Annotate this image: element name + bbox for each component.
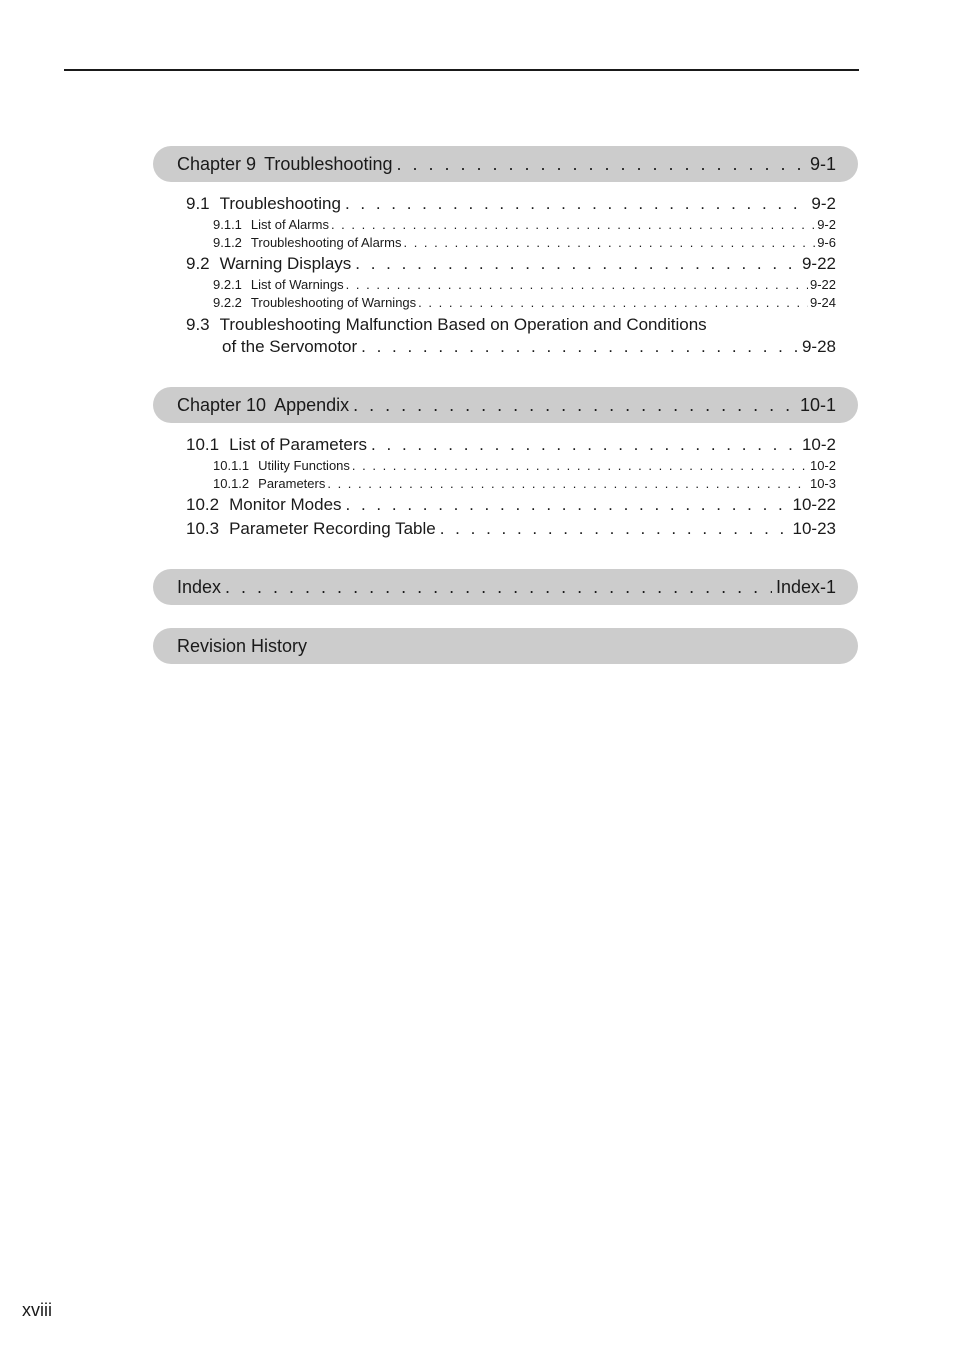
section-number: 9.3	[186, 315, 210, 334]
toc-section-10-1[interactable]	[153, 433, 858, 457]
subsection-page: 9-2	[817, 217, 836, 232]
dot-leader	[352, 457, 808, 475]
dot-leader	[361, 335, 798, 359]
subsection-number: 9.2.2	[213, 295, 242, 310]
dot-leader	[346, 493, 789, 517]
index-page: Index-1	[775, 576, 836, 597]
subsection-number: 9.2.1	[213, 277, 242, 292]
toc-subsection-9-2-2[interactable]	[153, 294, 858, 312]
toc-section-10-3[interactable]	[153, 517, 858, 541]
dot-leader	[418, 294, 808, 312]
subsection-title: Utility Functions	[258, 458, 350, 473]
dot-leader	[440, 517, 789, 541]
chapter-number: Chapter 10	[177, 394, 267, 415]
chapter-page: 9-1	[809, 153, 836, 174]
subsection-page: 10-2	[809, 458, 836, 473]
subsection-number: 9.1.1	[213, 217, 242, 232]
toc-subsection-9-1-1[interactable]	[153, 216, 858, 234]
section-number: 10.2	[186, 495, 220, 514]
chapter-title: Troubleshooting	[264, 153, 393, 174]
subsection-page: 10-3	[809, 476, 836, 491]
toc-index[interactable]	[153, 569, 858, 605]
dot-leader	[396, 154, 806, 175]
section-page: 9-22	[801, 254, 836, 273]
revision-history-title: Revision History	[177, 635, 308, 656]
section-title-line-2	[186, 335, 836, 359]
dot-leader	[353, 395, 796, 416]
section-page: 10-2	[801, 435, 836, 454]
section-page: 10-22	[792, 495, 836, 514]
index-title: Index	[177, 576, 222, 597]
toc-revision-history[interactable]	[153, 628, 858, 664]
dot-leader	[225, 577, 772, 598]
index-line	[177, 577, 836, 598]
section-number: 10.1	[186, 435, 220, 454]
chapter-10-line	[177, 395, 836, 416]
section-title: Monitor Modes	[229, 495, 342, 514]
section-title: Warning Displays	[219, 254, 352, 273]
subsection-page: 9-6	[817, 235, 836, 250]
subsection-number: 9.1.2	[213, 235, 242, 250]
section-title: Parameter Recording Table	[229, 519, 436, 538]
toc-subsection-9-2-1[interactable]	[153, 276, 858, 294]
section-title-line-1	[186, 314, 836, 335]
dot-leader	[355, 252, 798, 276]
header-rule	[64, 69, 859, 71]
toc-subsection-10-1-2[interactable]	[153, 475, 858, 493]
toc-chapter-10[interactable]	[153, 387, 858, 423]
toc-section-9-1[interactable]	[153, 192, 858, 216]
subsection-page: 9-24	[809, 295, 836, 310]
section-page: 9-28	[801, 337, 836, 356]
subsection-number: 10.1.1	[213, 458, 250, 473]
subsection-page: 9-22	[809, 277, 836, 292]
dot-leader	[371, 433, 798, 457]
chapter-9-line	[177, 154, 836, 175]
dot-leader	[346, 276, 808, 294]
toc-subsection-9-1-2[interactable]	[153, 234, 858, 252]
chapter-title: Appendix	[274, 394, 350, 415]
subsection-title: Troubleshooting of Alarms	[250, 235, 402, 250]
dot-leader	[345, 192, 807, 216]
section-title: Troubleshooting	[219, 194, 341, 213]
subsection-title: Troubleshooting of Warnings	[250, 295, 417, 310]
section-number: 9.2	[186, 254, 210, 273]
page-number: xviii	[22, 1300, 52, 1320]
table-of-contents	[153, 146, 858, 664]
dot-leader	[331, 216, 815, 234]
chapter-page: 10-1	[799, 394, 836, 415]
section-page: 10-23	[792, 519, 836, 538]
subsection-number: 10.1.2	[213, 476, 250, 491]
chapter-number: Chapter 9	[177, 153, 257, 174]
toc-section-9-3[interactable]	[153, 314, 858, 359]
toc-section-10-2[interactable]	[153, 493, 858, 517]
subsection-title: List of Warnings	[250, 277, 344, 292]
section-page: 9-2	[811, 194, 836, 213]
section-title: Troubleshooting Malfunction Based on Operation and Conditions	[219, 315, 707, 334]
dot-leader	[327, 475, 808, 493]
toc-section-9-2[interactable]	[153, 252, 858, 276]
section-title-continued: of the Servomotor	[222, 337, 358, 356]
toc-subsection-10-1-1[interactable]	[153, 457, 858, 475]
section-number: 9.1	[186, 194, 210, 213]
section-number: 10.3	[186, 519, 220, 538]
subsection-title: List of Alarms	[250, 217, 329, 232]
dot-leader	[403, 234, 815, 252]
section-title: List of Parameters	[229, 435, 368, 454]
subsection-title: Parameters	[258, 476, 326, 491]
toc-chapter-9[interactable]	[153, 146, 858, 182]
